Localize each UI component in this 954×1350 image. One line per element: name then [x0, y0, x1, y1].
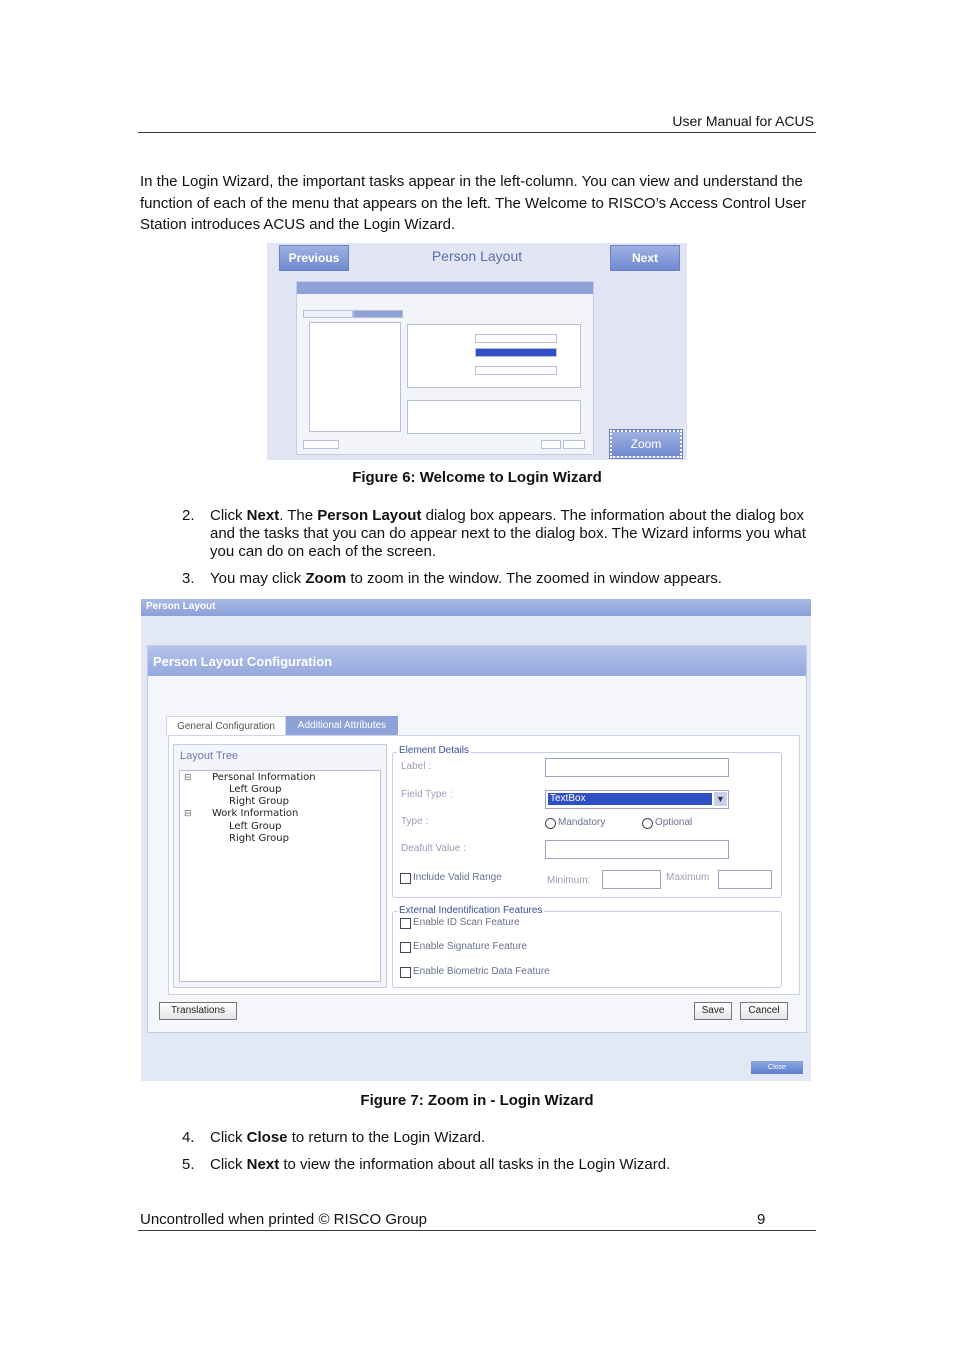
enable-biometric-label: Enable Biometric Data Feature — [413, 966, 550, 977]
figure-6-caption: Figure 6: Welcome to Login Wizard — [352, 469, 602, 486]
step-text: to view the information about all tasks in the Login Wizard. — [279, 1156, 671, 1173]
step-bold: Person Layout — [317, 507, 422, 524]
tree-node[interactable]: Right Group — [229, 833, 289, 844]
step-number: 3. — [182, 570, 195, 587]
previous-button[interactable]: Previous — [279, 245, 349, 271]
tree-node[interactable]: Right Group — [229, 796, 289, 807]
default-value-input[interactable] — [545, 840, 729, 859]
figure-7-caption: Figure 7: Zoom in - Login Wizard — [360, 1092, 594, 1109]
thumb-layout-tree — [309, 322, 401, 432]
thumb-tab-additional — [353, 310, 403, 318]
footer-copyright: Uncontrolled when printed © RISCO Group — [140, 1211, 428, 1228]
step-text: Click — [210, 1156, 247, 1173]
step-bold: Next — [246, 1156, 280, 1173]
tab-general-configuration[interactable]: General Configuration — [166, 716, 286, 737]
enable-signature-label: Enable Signature Feature — [413, 941, 527, 952]
enable-biometric-checkbox[interactable] — [400, 967, 411, 978]
tree-node[interactable]: Left Group — [229, 821, 282, 832]
step-5 — [140, 1156, 810, 1174]
step-text: dialog box appears. The information about the dialog box and the tasks that you can do appear next to the dialog box. The Wizard informs you what you can do on each of the screen. — [210, 507, 806, 560]
external-features-legend: External Indentification Features — [399, 905, 543, 916]
thumbnail-title-bar — [297, 282, 593, 294]
thumb-save-button — [541, 440, 561, 449]
include-valid-range-checkbox[interactable] — [400, 873, 411, 884]
page-number: 9 — [757, 1211, 766, 1228]
step-bold: Close — [246, 1129, 288, 1146]
figure-6-screenshot — [267, 243, 687, 460]
step-text: to zoom in the window. The zoomed in window appears. — [346, 570, 722, 587]
figure6-config-thumbnail — [296, 281, 594, 455]
step-3 — [140, 570, 810, 588]
step-number: 5. — [182, 1156, 195, 1173]
mandatory-label: Mandatory — [558, 817, 606, 828]
thumb-external-features — [407, 400, 581, 434]
thumb-label-input — [475, 334, 557, 343]
optional-radio[interactable] — [642, 818, 653, 829]
include-valid-range-label: Include Valid Range — [413, 872, 502, 883]
field-type-value: TextBox — [548, 793, 712, 805]
tree-node[interactable]: Work Information — [212, 808, 299, 819]
intro-paragraph: In the Login Wizard, the important tasks appear in the left-column. You can view and understand the function of each of the menu that appears on the left. The Welcome to RISCO’s Access Control User Station introduces ACUS and the Login Wizard. — [140, 173, 807, 233]
field-type-select[interactable] — [545, 790, 729, 809]
type-label: Type : — [401, 816, 429, 827]
step-2 — [140, 507, 810, 561]
collapse-icon[interactable]: ⊟ — [184, 809, 192, 819]
enable-signature-checkbox[interactable] — [400, 942, 411, 953]
config-title-bar — [148, 646, 806, 676]
enable-id-scan-label: Enable ID Scan Feature — [413, 917, 520, 928]
cancel-button[interactable]: Cancel — [740, 1002, 788, 1020]
collapse-icon[interactable]: ⊟ — [184, 773, 192, 783]
minimum-input[interactable] — [602, 870, 661, 889]
step-4 — [140, 1129, 810, 1147]
step-text: . The — [279, 507, 318, 524]
step-number: 2. — [182, 507, 195, 524]
tree-node[interactable]: Personal Information — [212, 772, 316, 783]
layout-tree-label: Layout Tree — [180, 750, 239, 762]
translations-button[interactable]: Translations — [159, 1002, 237, 1020]
enable-id-scan-checkbox[interactable] — [400, 918, 411, 929]
save-button[interactable]: Save — [694, 1002, 732, 1020]
step-text: Click — [210, 1129, 247, 1146]
minimum-label: Minimum: — [547, 875, 591, 886]
header-title: User Manual for ACUS — [672, 113, 814, 129]
thumb-tab-general — [303, 310, 353, 318]
maximum-input[interactable] — [718, 870, 772, 889]
thumb-field-type-select — [475, 348, 557, 357]
thumb-default-input — [475, 366, 557, 375]
thumb-cancel-button — [563, 440, 585, 449]
step-number: 4. — [182, 1129, 195, 1146]
window-title: Person Layout — [146, 601, 216, 612]
next-button[interactable]: Next — [610, 245, 680, 271]
step-text: Click — [210, 507, 247, 524]
close-button[interactable]: Close — [751, 1061, 803, 1074]
steps-list-a — [140, 507, 810, 588]
config-title: Person Layout Configuration — [153, 654, 333, 669]
default-value-label: Deafult Value : — [401, 843, 466, 854]
chevron-down-icon[interactable]: ▼ — [714, 792, 727, 806]
window-title-bar — [141, 599, 811, 616]
tab-additional-attributes[interactable]: Additional Attributes — [286, 716, 398, 736]
config-panel — [147, 645, 807, 1033]
layout-tree-panel — [173, 744, 387, 988]
page-footer — [138, 1210, 816, 1231]
step-text: You may click — [210, 570, 306, 587]
layout-tree[interactable] — [179, 770, 381, 982]
thumb-translations-button — [303, 440, 339, 449]
label-input[interactable] — [545, 758, 729, 777]
figure6-title: Person Layout — [431, 248, 523, 264]
step-bold: Zoom — [305, 570, 347, 587]
tree-node[interactable]: Left Group — [229, 784, 282, 795]
label-field-label: Label : — [401, 761, 432, 772]
step-text: to return to the Login Wizard. — [287, 1129, 486, 1146]
field-type-label: Field Type : — [401, 789, 453, 800]
steps-list-b — [140, 1129, 810, 1174]
page-header — [138, 112, 816, 133]
figure-7-screenshot — [141, 599, 811, 1081]
mandatory-radio[interactable] — [545, 818, 556, 829]
step-bold: Next — [246, 507, 280, 524]
element-details-legend: Element Details — [399, 745, 470, 756]
zoom-button[interactable]: Zoom — [610, 430, 682, 458]
maximum-label: Maximum — [666, 872, 710, 883]
optional-label: Optional — [655, 817, 693, 828]
